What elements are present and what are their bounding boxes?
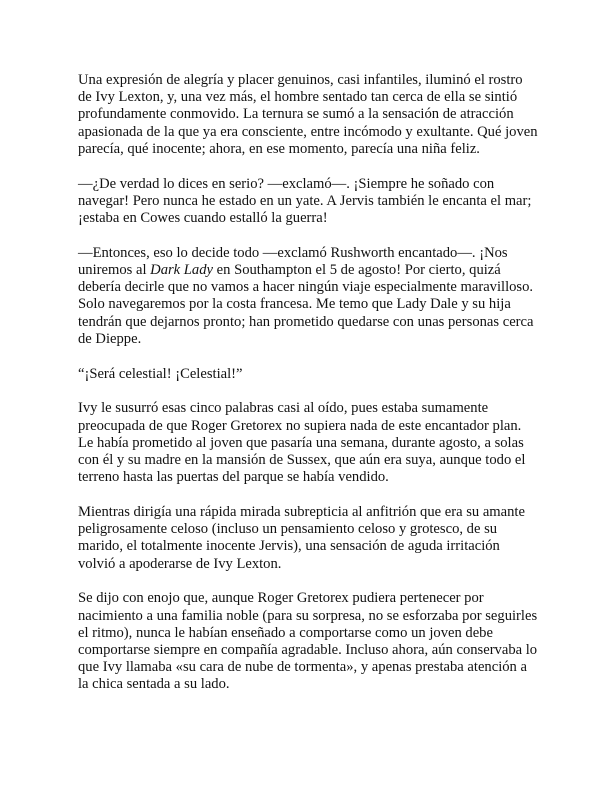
paragraph-4-text: “¡Será celestial! ¡Celestial!”	[78, 365, 243, 382]
paragraph-7-text: Se dijo con enojo que, aunque Roger Gretorex pudiera pertenecer por nacimiento a una familia noble (para su sorpresa, no se esforzaba por seguirles el ritmo), nunca le habían enseñado a comportarse como un joven debe comportarse siempre en compañía agradable. Incluso ahora, aún conservaba lo que Ivy llamaba «su cara de nube de tormenta», y apenas prestaba atención a la chica sentada a su lado.	[78, 590, 538, 693]
paragraph-4	[78, 366, 538, 383]
paragraph-6-text: Mientras dirigía una rápida mirada subrepticia al anfitrión que era su amante peligrosamente celoso (incluso un pensamiento celoso y grotesco, de su marido, el totalmente inocente Jervis), una sensación de aguda irritación volvió a apoderarse de Ivy Lexton.	[78, 504, 525, 572]
document-page	[78, 72, 538, 711]
paragraph-7	[78, 590, 538, 693]
paragraph-1	[78, 72, 538, 158]
paragraph-5-text: Ivy le susurró esas cinco palabras casi al oído, pues estaba sumamente preocupada de que Roger Gretorex no supiera nada de este encantador plan. Le había prometido al joven que pasaría una semana, durante agosto, a solas con él y su madre en la mansión de Sussex, que aún era suya, aunque todo el terreno hasta las puertas del parque se había vendido.	[78, 400, 526, 486]
paragraph-5	[78, 400, 538, 486]
paragraph-3	[78, 245, 538, 348]
paragraph-2	[78, 176, 538, 228]
paragraph-6	[78, 504, 538, 573]
paragraph-2-text: —¿De verdad lo dices en serio? —exclamó—. ¡Siempre he soñado con navegar! Pero nunca he estado en un yate. A Jervis también le encanta el mar; ¡estaba en Cowes cuando estalló la guerra!	[78, 175, 532, 227]
paragraph-1-text: Una expresión de alegría y placer genuinos, casi infantiles, iluminó el rostro de Ivy Lexton, y, una vez más, el hombre sentado tan cerca de ella se sintió profundamente conmovido. La ternura se sumó a la sensación de atracción apasionada de la que ya era consciente, entre incómodo y exultante. Qué joven parecía, qué inocente; ahora, en ese momento, parecía una niña feliz.	[78, 72, 538, 157]
paragraph-3-text-a: —Entonces, eso lo decide todo —exclamó Rushworth encantado—. ¡Nos uniremos al	[78, 244, 508, 279]
ship-name-italic: Dark Lady	[150, 262, 213, 279]
paragraph-3-text-b: en Southampton el 5 de agosto! Por cierto, quizá debería decirle que no vamos a hacer ningún viaje especialmente maravilloso. Solo navegaremos por la costa francesa. Me temo que Lady Dale y su hija tendrán que dejarnos pronto; han prometido quedarse con unas personas cerca de Dieppe.	[78, 262, 534, 347]
